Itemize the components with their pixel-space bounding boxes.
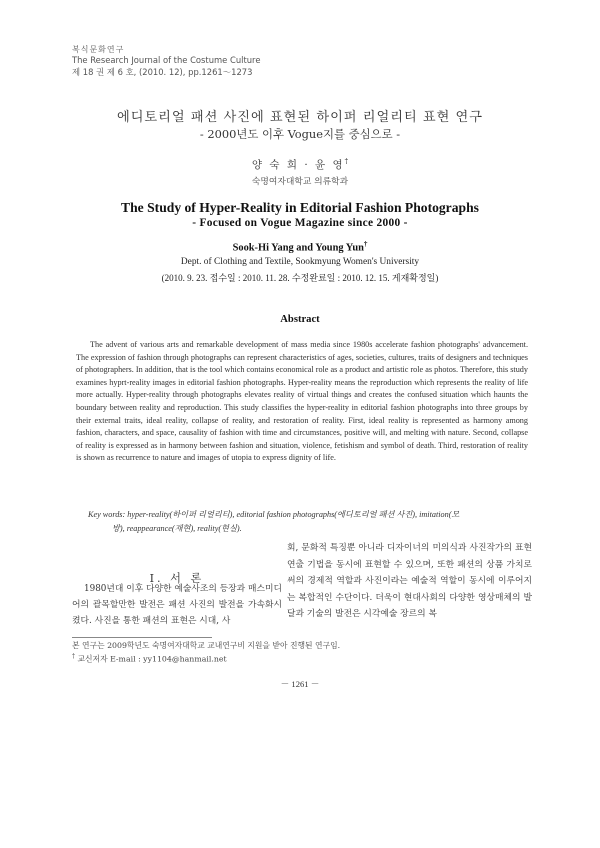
journal-name-english: The Research Journal of the Costume Culture (72, 55, 261, 66)
intro-paragraph-left: 1980년대 이후 다양한 예술사조의 등장과 매스미디어의 괄목할만한 발전은 패션 사진의 발전을 가속화시켰다. 사진을 통한 패션의 표현은 시대, 사 (72, 584, 282, 627)
keywords-line-1: Key words: hyper-reality(하이퍼 리얼리티), editorial fashion photographs(에디토리얼 패션 사진), imitation(모 (88, 510, 460, 519)
intro-paragraph-right: 회, 문화적 특징뿐 아니라 디자이너의 미의식과 사진작가의 표현 연출 기법을 동시에 표현할 수 있으며, 또한 패션의 상품 가치로써의 경제적 역할과 사진이라는 예술적 역할이 동시에 이루어지는 복합적인 수단이다. 더욱이 현대사회의 다양한 영상매체의 발달과 기술의 발전은 시각예술 장르의 복 (287, 543, 532, 620)
journal-name-korean: 복식문화연구 (72, 45, 125, 54)
submission-dates: (2010. 9. 23. 접수일 : 2010. 11. 28. 수정완료일 : 2010. 12. 15. 게재확정일) (161, 273, 439, 283)
corresponding-author-mark: † (344, 157, 349, 166)
footnote-dagger: † (72, 653, 75, 661)
keywords (88, 508, 508, 535)
section-heading-introduction: I. 서 론 (149, 572, 205, 585)
english-authors (0, 240, 600, 253)
page-number: － 1261 － (280, 679, 320, 689)
footnote-divider (72, 637, 212, 638)
english-corresponding-mark: † (363, 240, 368, 248)
footnote-email: 교신저자 E-mail : yy1104@hanmail.net (77, 655, 227, 664)
footnote-funding: 본 연구는 2009학년도 숙명여자대학교 교내연구비 지원을 받아 진행된 연구임. (72, 641, 341, 650)
abstract-heading: Abstract (280, 314, 320, 325)
left-column (72, 581, 282, 630)
right-column (287, 540, 532, 623)
english-subtitle: - Focused on Vogue Magazine since 2000 - (192, 217, 408, 229)
korean-authors (0, 157, 600, 172)
english-title: The Study of Hyper-Reality in Editorial Fashion Photographs (121, 200, 479, 215)
footnotes (72, 640, 340, 665)
korean-subtitle: - 2000년도 이후 Vogue지를 중심으로 - (199, 127, 401, 141)
english-author-names: Sook-Hi Yang and Young Yun (232, 242, 364, 254)
journal-volume-info: 제 18 권 제 6 호, (2010. 12), pp.1261～1273 (72, 66, 253, 77)
journal-header (72, 44, 260, 78)
keywords-line-2: 방), reappearance(재현), reality(현실). (112, 523, 242, 533)
korean-title: 에디토리얼 패션 사진에 표현된 하이퍼 리얼리티 표현 연구 (116, 110, 484, 125)
footnote-corresponding (72, 651, 340, 665)
korean-affiliation: 숙명여자대학교 의류학과 (251, 177, 349, 187)
korean-author-names: 양 숙 희 · 윤 영 (251, 159, 345, 171)
abstract-body: The advent of various arts and remarkable development of mass media since 1980s accelerate fashion photographs' advancement. The expression of fashion through photographs can represent characteristics of ages, societies, cultures, traits of designers and techniques of photographers. In addition, that is the tool which contains economical role as a product and artistic role as photos. Therefore, this study examines hyprt-reality images in editorial fashion photographs. Hyper-reality means the reproduction which represents the reality of life more actually. Hyper-reality through photographs elevates reality of virtual things and creates the confused situation which haunts the boundary between reality and reproduction. This study classifies the hyper-reality in editorial fashion photographs into three groups by their external traits, ideal reality, collapse of reality, and restoration of reality. First, ideal reality is represented as harmony among fashion, characters, and space, causality of fashion with time and circumstances, positive will, and melting with nature. Second, collapse of reality is expressed as in harmony between fashion and situation, violence, fetishism and symbol of death. Third, restoration of reality is shown as recurrence to nature and images of utopia to express dignity of life. (76, 340, 528, 463)
english-affiliation: Dept. of Clothing and Textile, Sookmyung Women's University (180, 257, 420, 267)
